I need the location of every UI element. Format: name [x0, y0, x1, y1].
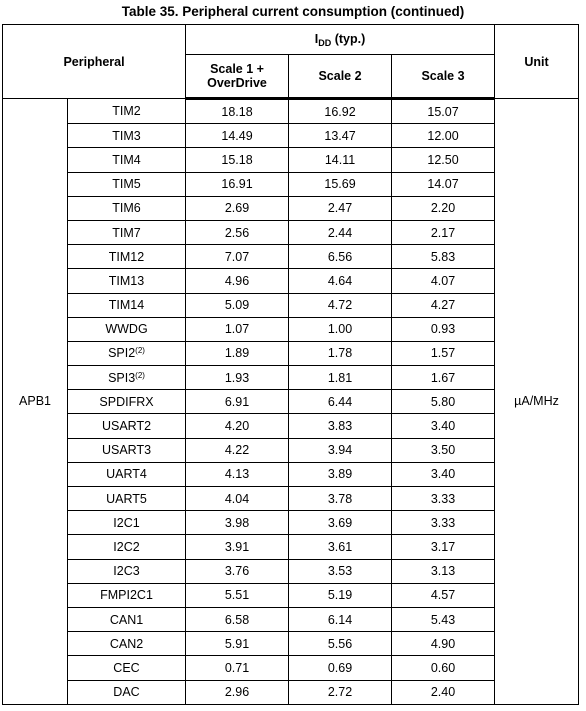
peripheral-name-cell [68, 293, 186, 317]
table-row [3, 148, 579, 172]
scale2-value: 6.14 [289, 607, 392, 631]
peripheral-name-cell [68, 366, 186, 390]
scale2-value: 2.72 [289, 680, 392, 704]
scale2-value: 3.61 [289, 535, 392, 559]
peripheral-name-cell [68, 414, 186, 438]
table-row [3, 99, 579, 124]
header-peripheral: Peripheral [3, 25, 186, 99]
peripheral-name: TIM6 [112, 201, 141, 216]
table-row [3, 583, 579, 607]
scale1-value: 3.76 [186, 559, 289, 583]
header-scale1 [186, 55, 289, 99]
peripheral-name-cell [68, 341, 186, 365]
peripheral-name: SPDIFRX [99, 394, 154, 409]
table-row [3, 511, 579, 535]
header-scale1-line1: Scale 1 + [210, 62, 264, 76]
scale1-value: 4.13 [186, 462, 289, 486]
scale3-value: 4.57 [392, 583, 495, 607]
table-row [3, 680, 579, 704]
scale2-value: 5.19 [289, 583, 392, 607]
peripheral-name: I2C3 [113, 564, 140, 579]
table-row [3, 245, 579, 269]
scale2-value: 1.00 [289, 317, 392, 341]
scale3-value: 2.40 [392, 680, 495, 704]
scale3-value: 4.27 [392, 293, 495, 317]
table-row [3, 632, 579, 656]
table-row [3, 366, 579, 390]
footnote-ref: (2) [135, 346, 145, 356]
scale1-value: 5.51 [186, 583, 289, 607]
header-scale3: Scale 3 [392, 55, 495, 99]
table-row [3, 341, 579, 365]
scale1-value: 3.98 [186, 511, 289, 535]
scale3-value: 3.13 [392, 559, 495, 583]
scale2-value: 1.81 [289, 366, 392, 390]
peripheral-name: CEC [113, 660, 140, 675]
scale1-value: 1.93 [186, 366, 289, 390]
table-row [3, 414, 579, 438]
peripheral-name: TIM5 [112, 177, 141, 192]
table-row [3, 656, 579, 680]
scale3-value: 3.50 [392, 438, 495, 462]
peripheral-name: FMPI2C1 [100, 588, 153, 603]
table-row [3, 269, 579, 293]
scale2-value: 15.69 [289, 172, 392, 196]
peripheral-name: UART5 [106, 491, 147, 506]
peripheral-name-cell [68, 99, 186, 124]
peripheral-name-cell [68, 632, 186, 656]
peripheral-name-cell [68, 124, 186, 148]
table-row [3, 317, 579, 341]
scale3-value: 3.33 [392, 511, 495, 535]
table-row [3, 607, 579, 631]
peripheral-name-cell [68, 559, 186, 583]
scale1-value: 2.69 [186, 196, 289, 220]
peripheral-name-cell [68, 680, 186, 704]
header-scale1-line2: OverDrive [207, 76, 267, 90]
scale3-value: 1.57 [392, 341, 495, 365]
scale3-value: 2.17 [392, 220, 495, 244]
peripheral-name-cell [68, 438, 186, 462]
peripheral-name: I2C1 [113, 515, 140, 530]
peripheral-current-table [2, 24, 579, 705]
scale2-value: 13.47 [289, 124, 392, 148]
scale3-value: 2.20 [392, 196, 495, 220]
scale2-value: 14.11 [289, 148, 392, 172]
peripheral-name: I2C2 [113, 539, 140, 554]
scale2-value: 3.94 [289, 438, 392, 462]
scale3-value: 0.93 [392, 317, 495, 341]
peripheral-name: TIM3 [112, 128, 141, 143]
scale1-value: 5.09 [186, 293, 289, 317]
scale3-value: 4.07 [392, 269, 495, 293]
peripheral-name: WWDG [105, 322, 148, 337]
scale3-value: 4.90 [392, 632, 495, 656]
scale2-value: 1.78 [289, 341, 392, 365]
scale1-value: 14.49 [186, 124, 289, 148]
scale3-value: 1.67 [392, 366, 495, 390]
scale1-value: 5.91 [186, 632, 289, 656]
scale3-value: 3.17 [392, 535, 495, 559]
peripheral-name-cell [68, 172, 186, 196]
peripheral-name: DAC [113, 685, 140, 700]
scale1-value: 2.56 [186, 220, 289, 244]
peripheral-name-cell [68, 317, 186, 341]
scale2-value: 3.89 [289, 462, 392, 486]
peripheral-name-cell [68, 511, 186, 535]
scale3-value: 0.60 [392, 656, 495, 680]
peripheral-name: CAN1 [109, 612, 144, 627]
scale1-value: 1.89 [186, 341, 289, 365]
peripheral-name: TIM7 [112, 225, 141, 240]
header-idd [186, 25, 495, 55]
scale2-value: 5.56 [289, 632, 392, 656]
scale1-value: 18.18 [186, 99, 289, 124]
table-row [3, 220, 579, 244]
peripheral-name: TIM13 [108, 273, 145, 288]
header-idd-symbol: I [314, 31, 319, 46]
peripheral-name-cell [68, 196, 186, 220]
peripheral-name-cell [68, 583, 186, 607]
header-unit: Unit [495, 25, 579, 99]
scale1-value: 7.07 [186, 245, 289, 269]
table-row [3, 124, 579, 148]
peripheral-name: TIM2 [112, 104, 141, 119]
scale2-value: 4.72 [289, 293, 392, 317]
peripheral-name: CAN2 [109, 636, 144, 651]
scale2-value: 3.53 [289, 559, 392, 583]
scale2-value: 6.44 [289, 390, 392, 414]
peripheral-name: TIM14 [108, 298, 145, 313]
scale1-value: 4.22 [186, 438, 289, 462]
scale1-value: 4.96 [186, 269, 289, 293]
scale2-value: 2.44 [289, 220, 392, 244]
table-body [3, 99, 579, 705]
scale3-value: 5.80 [392, 390, 495, 414]
peripheral-name: USART3 [101, 443, 152, 458]
table-row [3, 462, 579, 486]
peripheral-name-cell [68, 390, 186, 414]
table-row [3, 196, 579, 220]
peripheral-name-cell [68, 607, 186, 631]
scale3-value: 14.07 [392, 172, 495, 196]
scale1-value: 2.96 [186, 680, 289, 704]
scale2-value: 3.69 [289, 511, 392, 535]
peripheral-name: UART4 [106, 467, 147, 482]
scale1-value: 6.58 [186, 607, 289, 631]
peripheral-name-cell [68, 220, 186, 244]
table-row [3, 390, 579, 414]
table-row [3, 559, 579, 583]
peripheral-name-cell [68, 462, 186, 486]
scale1-value: 16.91 [186, 172, 289, 196]
header-idd-subscript: DD [318, 37, 332, 48]
peripheral-name-cell [68, 148, 186, 172]
peripheral-name-cell [68, 487, 186, 511]
scale2-value: 0.69 [289, 656, 392, 680]
table-row [3, 293, 579, 317]
peripheral-name: TIM12 [108, 249, 145, 264]
scale1-value: 0.71 [186, 656, 289, 680]
scale1-value: 3.91 [186, 535, 289, 559]
scale2-value: 16.92 [289, 99, 392, 124]
scale3-value: 12.00 [392, 124, 495, 148]
scale3-value: 15.07 [392, 99, 495, 124]
scale1-value: 6.91 [186, 390, 289, 414]
scale1-value: 1.07 [186, 317, 289, 341]
table-row [3, 438, 579, 462]
scale3-value: 3.40 [392, 462, 495, 486]
scale2-value: 6.56 [289, 245, 392, 269]
footnote-ref: (2) [135, 370, 145, 380]
scale3-value: 3.33 [392, 487, 495, 511]
table-row [3, 535, 579, 559]
scale3-value: 5.83 [392, 245, 495, 269]
peripheral-name-cell [68, 656, 186, 680]
header-idd-suffix: (typ.) [331, 31, 366, 46]
group-cell: APB1 [3, 99, 68, 705]
table-caption: Table 35. Peripheral current consumption (continued) [121, 4, 465, 19]
scale3-value: 5.43 [392, 607, 495, 631]
scale2-value: 3.83 [289, 414, 392, 438]
peripheral-name-cell [68, 269, 186, 293]
table-row [3, 172, 579, 196]
peripheral-name: SPI2 [108, 346, 136, 361]
scale3-value: 12.50 [392, 148, 495, 172]
scale1-value: 15.18 [186, 148, 289, 172]
scale3-value: 3.40 [392, 414, 495, 438]
scale2-value: 4.64 [289, 269, 392, 293]
peripheral-name-cell [68, 535, 186, 559]
unit-cell: µA/MHz [495, 99, 579, 705]
peripheral-name: USART2 [101, 419, 152, 434]
peripheral-name-cell [68, 245, 186, 269]
header-scale2: Scale 2 [289, 55, 392, 99]
scale2-value: 3.78 [289, 487, 392, 511]
peripheral-name: SPI3 [108, 370, 136, 385]
peripheral-name: TIM4 [112, 152, 141, 167]
scale1-value: 4.04 [186, 487, 289, 511]
scale2-value: 2.47 [289, 196, 392, 220]
scale1-value: 4.20 [186, 414, 289, 438]
table-row [3, 487, 579, 511]
